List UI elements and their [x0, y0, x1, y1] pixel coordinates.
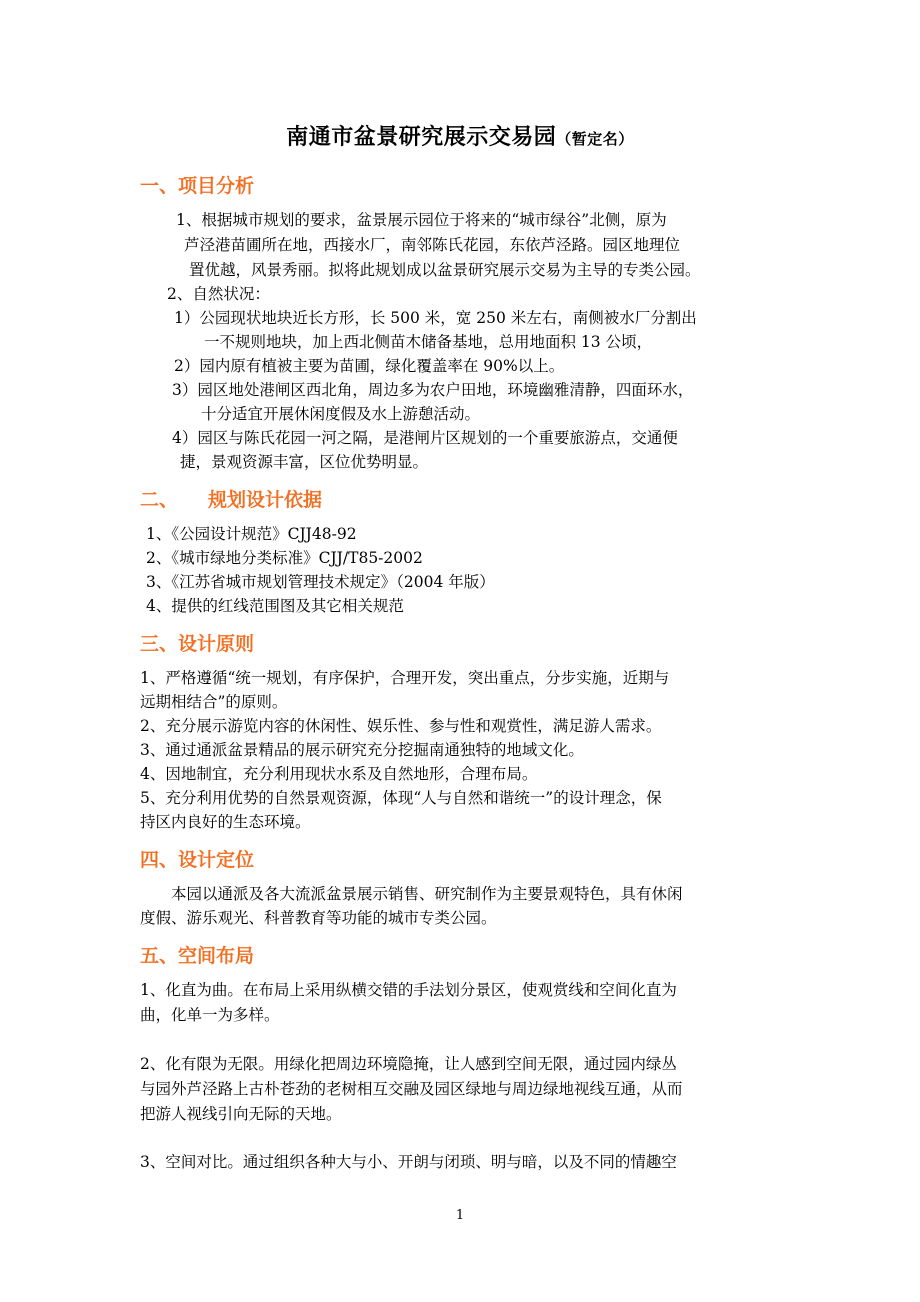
- title-main: 南通市盆景研究展示交易园: [286, 125, 557, 150]
- text-line: 3、通过通派盆景精品的展示研究充分挖掘南通独特的地域文化。: [140, 741, 584, 759]
- section-heading-design-principles: 三、设计原则: [140, 633, 255, 655]
- heading-number: 二、: [140, 489, 179, 511]
- section-heading-planning-basis: [140, 485, 322, 512]
- text-line: 曲，化单一为多样。: [140, 1006, 280, 1024]
- text-line: 持区内良好的生态环境。: [140, 813, 311, 831]
- section-heading-spatial-layout: 五、空间布局: [140, 945, 255, 967]
- document-title: [0, 120, 920, 151]
- text-line: 2、充分展示游览内容的休闲性、娱乐性、参与性和观赏性，满足游人需求。: [140, 717, 662, 735]
- text-line: 一不规则地块，加上西北侧苗木储备基地，总用地面积 13 公顷，: [204, 333, 653, 351]
- text-line: 本园以通派及各大流派盆景展示销售、研究制作为主要景观特色，具有休闲: [171, 885, 683, 903]
- text-line: 2、自然状况：: [167, 285, 270, 303]
- text-line: 置优越，风景秀丽。拟将此规划成以盆景研究展示交易为主导的专类公园。: [189, 261, 701, 279]
- text-line: 3、《江苏省城市规划管理技术规定》（2004 年版）: [146, 573, 495, 591]
- text-line: 1、严格遵循“统一规划，有序保护，合理开发，突出重点，分步实施，近期与: [140, 669, 670, 687]
- text-line: 2、《城市绿地分类标准》CJJ/T85-2002: [146, 549, 423, 567]
- section-heading-project-analysis: 一、项目分析: [140, 175, 255, 197]
- text-line: 2）园内原有植被主要为苗圃，绿化覆盖率在 90%以上。: [174, 357, 565, 375]
- text-line: 4、提供的红线范围图及其它相关规范: [146, 597, 404, 615]
- text-line: 1）公园现状地块近长方形，长 500 米，宽 250 米左右，南侧被水厂分割出: [174, 309, 697, 327]
- text-line: 4、因地制宜，充分利用现状水系及自然地形，合理布局。: [140, 765, 538, 783]
- text-line: 4）园区与陈氏花园一河之隔，是港闸片区规划的一个重要旅游点，交通便: [172, 429, 678, 447]
- text-line: 1、根据城市规划的要求，盆景展示园位于将来的“城市绿谷”北侧，原为: [176, 211, 667, 229]
- text-line: 把游人视线引向无际的天地。: [140, 1105, 342, 1123]
- heading-text: 规划设计依据: [208, 489, 323, 511]
- text-line: 与园外芦泾路上古朴苍劲的老树相互交融及园区绿地与周边绿地视线互通，从而: [140, 1080, 683, 1098]
- text-line: 远期相结合”的原则。: [140, 693, 288, 711]
- text-line: 芦泾港苗圃所在地，西接水厂，南邻陈氏花园，东依芦泾路。园区地理位: [184, 236, 681, 254]
- text-line: 度假、游乐观光、科普教育等功能的城市专类公园。: [140, 909, 497, 927]
- page-number: 1: [455, 1208, 465, 1223]
- text-line: 十分适宜开展休闲度假及水上游憩活动。: [201, 405, 481, 423]
- section-heading-design-positioning: 四、设计定位: [140, 849, 255, 871]
- title-suffix: （暂定名）: [556, 130, 634, 148]
- text-line: 5、充分利用优势的自然景观资源，体现“人与自然和谐统一”的设计理念，保: [140, 789, 662, 807]
- text-line: 1、《公园设计规范》CJJ48-92: [146, 525, 357, 543]
- text-line: 2、化有限为无限。用绿化把周边环境隐掩，让人感到空间无限，通过园内绿丛: [140, 1055, 677, 1073]
- text-line: 3）园区地处港闸区西北角，周边多为农户田地，环境幽雅清静，四面环水，: [172, 381, 694, 399]
- text-line: 1、化直为曲。在布局上采用纵横交错的手法划分景区，使观赏线和空间化直为: [140, 981, 677, 999]
- text-line: 3、空间对比。通过组织各种大与小、开朗与闭琐、明与暗，以及不同的情趣空: [140, 1153, 677, 1171]
- text-line: 捷，景观资源丰富，区位优势明显。: [180, 453, 429, 471]
